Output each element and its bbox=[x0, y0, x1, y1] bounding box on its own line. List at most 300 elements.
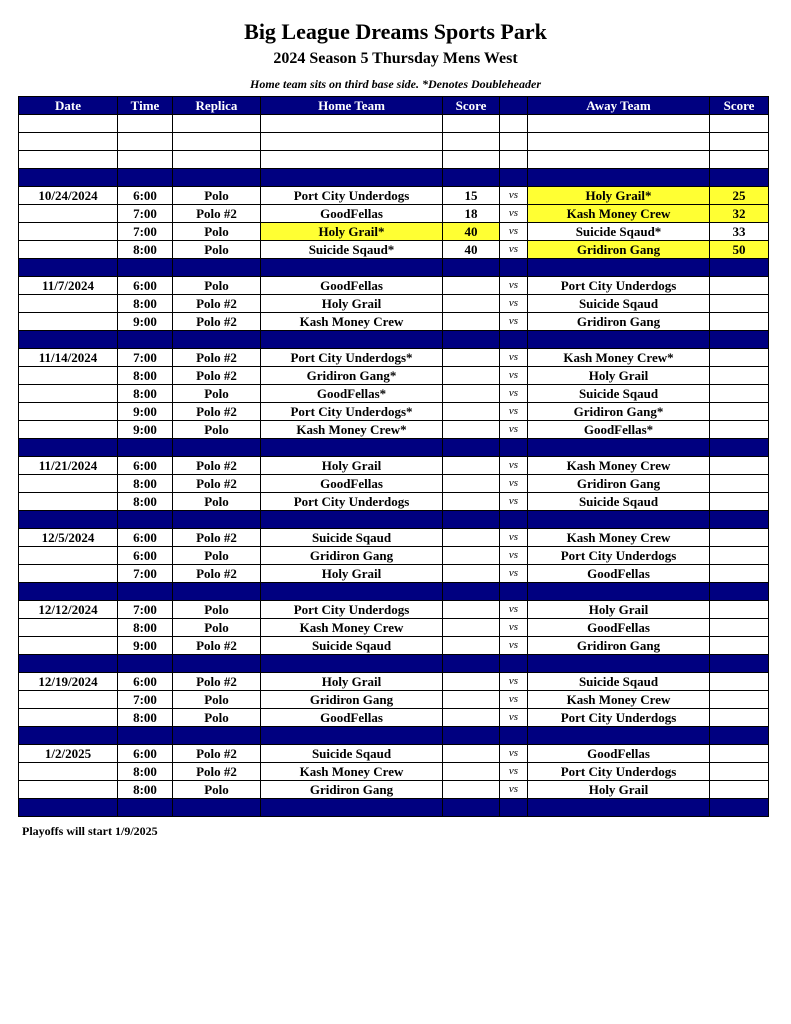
home-score-cell bbox=[443, 529, 500, 547]
away-team-cell: Suicide Sqaud bbox=[528, 385, 710, 403]
vs-cell: vs bbox=[500, 295, 528, 313]
away-team-cell: Port City Underdogs bbox=[528, 763, 710, 781]
away-team-cell: Holy Grail bbox=[528, 601, 710, 619]
replica-cell: Polo bbox=[173, 709, 261, 727]
empty-cell bbox=[500, 727, 528, 745]
away-score-cell bbox=[710, 565, 769, 583]
home-score-cell bbox=[443, 601, 500, 619]
date-cell bbox=[19, 691, 118, 709]
vs-cell: vs bbox=[500, 313, 528, 331]
empty-cell bbox=[173, 259, 261, 277]
replica-cell: Polo #2 bbox=[173, 367, 261, 385]
away-team-cell: Holy Grail bbox=[528, 367, 710, 385]
schedule-table bbox=[18, 96, 769, 817]
empty-cell bbox=[710, 727, 769, 745]
blank-row bbox=[19, 133, 769, 151]
game-row bbox=[19, 619, 769, 637]
replica-cell: Polo bbox=[173, 223, 261, 241]
empty-cell bbox=[19, 259, 118, 277]
game-row bbox=[19, 601, 769, 619]
away-team-cell: Holy Grail bbox=[528, 781, 710, 799]
empty-cell bbox=[443, 151, 500, 169]
time-cell: 8:00 bbox=[118, 781, 173, 799]
vs-cell: vs bbox=[500, 565, 528, 583]
empty-cell bbox=[710, 259, 769, 277]
empty-cell bbox=[443, 727, 500, 745]
home-score-cell bbox=[443, 475, 500, 493]
time-cell: 8:00 bbox=[118, 367, 173, 385]
empty-cell bbox=[173, 151, 261, 169]
vs-cell: vs bbox=[500, 781, 528, 799]
time-cell: 7:00 bbox=[118, 601, 173, 619]
empty-cell bbox=[528, 583, 710, 601]
home-score-cell bbox=[443, 457, 500, 475]
home-score-cell bbox=[443, 403, 500, 421]
empty-cell bbox=[118, 511, 173, 529]
home-team-cell: Holy Grail* bbox=[261, 223, 443, 241]
game-row bbox=[19, 277, 769, 295]
vs-cell: vs bbox=[500, 241, 528, 259]
vs-cell: vs bbox=[500, 691, 528, 709]
empty-cell bbox=[118, 151, 173, 169]
empty-cell bbox=[443, 115, 500, 133]
time-cell: 7:00 bbox=[118, 205, 173, 223]
away-score-cell bbox=[710, 691, 769, 709]
game-row bbox=[19, 745, 769, 763]
vs-cell: vs bbox=[500, 367, 528, 385]
game-row bbox=[19, 349, 769, 367]
time-cell: 8:00 bbox=[118, 493, 173, 511]
week-separator bbox=[19, 655, 769, 673]
vs-cell: vs bbox=[500, 673, 528, 691]
empty-cell bbox=[261, 259, 443, 277]
empty-cell bbox=[528, 439, 710, 457]
page-subtitle: 2024 Season 5 Thursday Mens West bbox=[273, 50, 518, 67]
replica-cell: Polo bbox=[173, 421, 261, 439]
vs-cell: vs bbox=[500, 637, 528, 655]
empty-cell bbox=[710, 799, 769, 817]
home-score-cell bbox=[443, 547, 500, 565]
game-row bbox=[19, 763, 769, 781]
time-cell: 7:00 bbox=[118, 691, 173, 709]
time-cell: 9:00 bbox=[118, 421, 173, 439]
date-cell bbox=[19, 223, 118, 241]
away-team-cell: GoodFellas bbox=[528, 745, 710, 763]
away-score-cell bbox=[710, 529, 769, 547]
empty-cell bbox=[19, 169, 118, 187]
vs-cell: vs bbox=[500, 745, 528, 763]
col-header-away-score: Score bbox=[710, 97, 769, 115]
empty-cell bbox=[528, 511, 710, 529]
replica-cell: Polo #2 bbox=[173, 457, 261, 475]
game-row bbox=[19, 205, 769, 223]
vs-cell: vs bbox=[500, 205, 528, 223]
vs-cell: vs bbox=[500, 187, 528, 205]
empty-cell bbox=[19, 133, 118, 151]
away-score-cell: 33 bbox=[710, 223, 769, 241]
home-team-cell: Suicide Sqaud bbox=[261, 529, 443, 547]
away-team-cell: Gridiron Gang bbox=[528, 637, 710, 655]
date-cell bbox=[19, 493, 118, 511]
away-score-cell bbox=[710, 457, 769, 475]
replica-cell: Polo #2 bbox=[173, 205, 261, 223]
time-cell: 9:00 bbox=[118, 313, 173, 331]
replica-cell: Polo bbox=[173, 241, 261, 259]
empty-cell bbox=[19, 583, 118, 601]
home-team-cell: GoodFellas bbox=[261, 277, 443, 295]
away-score-cell bbox=[710, 295, 769, 313]
empty-cell bbox=[443, 511, 500, 529]
away-team-cell: Kash Money Crew bbox=[528, 205, 710, 223]
time-cell: 7:00 bbox=[118, 223, 173, 241]
home-score-cell bbox=[443, 709, 500, 727]
time-cell: 6:00 bbox=[118, 457, 173, 475]
time-cell: 9:00 bbox=[118, 637, 173, 655]
home-score-cell bbox=[443, 763, 500, 781]
away-team-cell: Port City Underdogs bbox=[528, 709, 710, 727]
date-cell: 12/5/2024 bbox=[19, 529, 118, 547]
away-team-cell: Kash Money Crew* bbox=[528, 349, 710, 367]
replica-cell: Polo #2 bbox=[173, 475, 261, 493]
empty-cell bbox=[443, 133, 500, 151]
empty-cell bbox=[710, 151, 769, 169]
home-score-cell bbox=[443, 673, 500, 691]
replica-cell: Polo bbox=[173, 601, 261, 619]
empty-cell bbox=[500, 115, 528, 133]
date-cell: 12/19/2024 bbox=[19, 673, 118, 691]
empty-cell bbox=[443, 169, 500, 187]
time-cell: 6:00 bbox=[118, 529, 173, 547]
week-separator bbox=[19, 259, 769, 277]
week-separator bbox=[19, 799, 769, 817]
away-team-cell: Kash Money Crew bbox=[528, 457, 710, 475]
empty-cell bbox=[19, 799, 118, 817]
away-score-cell bbox=[710, 493, 769, 511]
page-title: Big League Dreams Sports Park bbox=[244, 19, 547, 44]
date-cell: 11/7/2024 bbox=[19, 277, 118, 295]
empty-cell bbox=[528, 727, 710, 745]
date-cell: 1/2/2025 bbox=[19, 745, 118, 763]
date-cell bbox=[19, 421, 118, 439]
date-cell bbox=[19, 385, 118, 403]
time-cell: 8:00 bbox=[118, 295, 173, 313]
empty-cell bbox=[710, 169, 769, 187]
game-row bbox=[19, 547, 769, 565]
empty-cell bbox=[500, 583, 528, 601]
vs-cell: vs bbox=[500, 493, 528, 511]
home-score-cell: 40 bbox=[443, 241, 500, 259]
away-score-cell bbox=[710, 673, 769, 691]
empty-cell bbox=[261, 115, 443, 133]
empty-cell bbox=[173, 655, 261, 673]
empty-cell bbox=[261, 439, 443, 457]
home-team-cell: Gridiron Gang bbox=[261, 547, 443, 565]
away-team-cell: GoodFellas bbox=[528, 565, 710, 583]
empty-cell bbox=[528, 655, 710, 673]
playoffs-note: Playoffs will start 1/9/2025 bbox=[22, 824, 158, 838]
vs-cell: vs bbox=[500, 601, 528, 619]
empty-cell bbox=[118, 799, 173, 817]
away-score-cell bbox=[710, 313, 769, 331]
empty-cell bbox=[261, 151, 443, 169]
col-header-time: Time bbox=[118, 97, 173, 115]
home-team-cell: GoodFellas bbox=[261, 475, 443, 493]
home-score-cell bbox=[443, 691, 500, 709]
vs-cell: vs bbox=[500, 223, 528, 241]
time-cell: 8:00 bbox=[118, 619, 173, 637]
empty-cell bbox=[528, 133, 710, 151]
home-score-cell bbox=[443, 421, 500, 439]
home-score-cell bbox=[443, 565, 500, 583]
vs-cell: vs bbox=[500, 457, 528, 475]
away-score-cell: 25 bbox=[710, 187, 769, 205]
time-cell: 6:00 bbox=[118, 745, 173, 763]
empty-cell bbox=[118, 259, 173, 277]
away-score-cell: 50 bbox=[710, 241, 769, 259]
empty-cell bbox=[528, 169, 710, 187]
away-score-cell: 32 bbox=[710, 205, 769, 223]
replica-cell: Polo #2 bbox=[173, 637, 261, 655]
replica-cell: Polo bbox=[173, 385, 261, 403]
game-row bbox=[19, 187, 769, 205]
home-score-cell bbox=[443, 295, 500, 313]
empty-cell bbox=[500, 151, 528, 169]
away-team-cell: Suicide Sqaud* bbox=[528, 223, 710, 241]
empty-cell bbox=[710, 511, 769, 529]
home-score-cell bbox=[443, 745, 500, 763]
away-team-cell: GoodFellas* bbox=[528, 421, 710, 439]
week-separator bbox=[19, 583, 769, 601]
empty-cell bbox=[710, 439, 769, 457]
game-row bbox=[19, 457, 769, 475]
empty-cell bbox=[528, 259, 710, 277]
week-separator bbox=[19, 331, 769, 349]
empty-cell bbox=[173, 727, 261, 745]
game-row bbox=[19, 673, 769, 691]
replica-cell: Polo #2 bbox=[173, 313, 261, 331]
vs-cell: vs bbox=[500, 547, 528, 565]
game-row bbox=[19, 403, 769, 421]
away-score-cell bbox=[710, 421, 769, 439]
game-row bbox=[19, 295, 769, 313]
empty-cell bbox=[118, 655, 173, 673]
empty-cell bbox=[261, 511, 443, 529]
header-row bbox=[19, 97, 769, 115]
empty-cell bbox=[261, 169, 443, 187]
home-team-cell: Kash Money Crew* bbox=[261, 421, 443, 439]
empty-cell bbox=[528, 799, 710, 817]
replica-cell: Polo bbox=[173, 277, 261, 295]
vs-cell: vs bbox=[500, 277, 528, 295]
game-row bbox=[19, 565, 769, 583]
date-cell bbox=[19, 565, 118, 583]
empty-cell bbox=[261, 583, 443, 601]
empty-cell bbox=[500, 655, 528, 673]
replica-cell: Polo #2 bbox=[173, 295, 261, 313]
empty-cell bbox=[710, 115, 769, 133]
date-cell bbox=[19, 241, 118, 259]
empty-cell bbox=[443, 655, 500, 673]
away-score-cell bbox=[710, 547, 769, 565]
replica-cell: Polo bbox=[173, 781, 261, 799]
home-team-cell: Suicide Sqaud* bbox=[261, 241, 443, 259]
game-row bbox=[19, 475, 769, 493]
col-header-date: Date bbox=[19, 97, 118, 115]
away-score-cell bbox=[710, 709, 769, 727]
empty-cell bbox=[500, 133, 528, 151]
empty-cell bbox=[261, 133, 443, 151]
replica-cell: Polo bbox=[173, 187, 261, 205]
replica-cell: Polo bbox=[173, 493, 261, 511]
empty-cell bbox=[443, 799, 500, 817]
empty-cell bbox=[443, 583, 500, 601]
home-score-cell bbox=[443, 781, 500, 799]
vs-cell: vs bbox=[500, 421, 528, 439]
home-score-cell: 15 bbox=[443, 187, 500, 205]
home-team-cell: GoodFellas* bbox=[261, 385, 443, 403]
empty-cell bbox=[500, 331, 528, 349]
away-score-cell bbox=[710, 385, 769, 403]
empty-cell bbox=[118, 331, 173, 349]
time-cell: 7:00 bbox=[118, 349, 173, 367]
empty-cell bbox=[118, 439, 173, 457]
away-score-cell bbox=[710, 763, 769, 781]
empty-cell bbox=[19, 727, 118, 745]
empty-cell bbox=[173, 133, 261, 151]
home-score-cell bbox=[443, 349, 500, 367]
home-team-cell: Suicide Sqaud bbox=[261, 637, 443, 655]
home-team-cell: Kash Money Crew bbox=[261, 313, 443, 331]
away-team-cell: Gridiron Gang bbox=[528, 313, 710, 331]
home-team-cell: Holy Grail bbox=[261, 295, 443, 313]
date-cell: 10/24/2024 bbox=[19, 187, 118, 205]
home-team-cell: Kash Money Crew bbox=[261, 763, 443, 781]
home-score-cell bbox=[443, 637, 500, 655]
date-cell bbox=[19, 619, 118, 637]
empty-cell bbox=[173, 799, 261, 817]
empty-cell bbox=[710, 655, 769, 673]
game-row bbox=[19, 223, 769, 241]
week-separator bbox=[19, 439, 769, 457]
empty-cell bbox=[710, 133, 769, 151]
vs-cell: vs bbox=[500, 349, 528, 367]
home-score-cell bbox=[443, 313, 500, 331]
away-team-cell: Suicide Sqaud bbox=[528, 295, 710, 313]
replica-cell: Polo #2 bbox=[173, 403, 261, 421]
date-cell bbox=[19, 295, 118, 313]
date-cell bbox=[19, 763, 118, 781]
date-cell bbox=[19, 781, 118, 799]
home-team-cell: Holy Grail bbox=[261, 565, 443, 583]
away-score-cell bbox=[710, 277, 769, 295]
date-cell bbox=[19, 475, 118, 493]
game-row bbox=[19, 241, 769, 259]
schedule-note: Home team sits on third base side. *Denotes Doubleheader bbox=[250, 77, 541, 91]
date-cell bbox=[19, 205, 118, 223]
away-score-cell bbox=[710, 349, 769, 367]
empty-cell bbox=[173, 115, 261, 133]
vs-cell: vs bbox=[500, 709, 528, 727]
away-score-cell bbox=[710, 781, 769, 799]
replica-cell: Polo bbox=[173, 691, 261, 709]
col-header-replica: Replica bbox=[173, 97, 261, 115]
time-cell: 6:00 bbox=[118, 547, 173, 565]
schedule-body bbox=[19, 115, 769, 817]
empty-cell bbox=[19, 511, 118, 529]
replica-cell: Polo #2 bbox=[173, 763, 261, 781]
away-team-cell: Kash Money Crew bbox=[528, 529, 710, 547]
away-team-cell: GoodFellas bbox=[528, 619, 710, 637]
game-row bbox=[19, 529, 769, 547]
empty-cell bbox=[173, 169, 261, 187]
time-cell: 7:00 bbox=[118, 565, 173, 583]
game-row bbox=[19, 367, 769, 385]
date-cell: 12/12/2024 bbox=[19, 601, 118, 619]
game-row bbox=[19, 421, 769, 439]
game-row bbox=[19, 637, 769, 655]
empty-cell bbox=[261, 655, 443, 673]
away-score-cell bbox=[710, 367, 769, 385]
week-separator bbox=[19, 727, 769, 745]
away-score-cell bbox=[710, 601, 769, 619]
empty-cell bbox=[118, 727, 173, 745]
vs-cell: vs bbox=[500, 403, 528, 421]
date-cell bbox=[19, 367, 118, 385]
empty-cell bbox=[19, 655, 118, 673]
empty-cell bbox=[173, 511, 261, 529]
empty-cell bbox=[528, 115, 710, 133]
time-cell: 8:00 bbox=[118, 241, 173, 259]
empty-cell bbox=[443, 439, 500, 457]
replica-cell: Polo #2 bbox=[173, 529, 261, 547]
empty-cell bbox=[500, 511, 528, 529]
away-score-cell bbox=[710, 475, 769, 493]
empty-cell bbox=[19, 439, 118, 457]
vs-cell: vs bbox=[500, 475, 528, 493]
date-cell bbox=[19, 313, 118, 331]
vs-cell: vs bbox=[500, 529, 528, 547]
date-cell bbox=[19, 547, 118, 565]
blank-row bbox=[19, 151, 769, 169]
home-score-cell: 18 bbox=[443, 205, 500, 223]
away-score-cell bbox=[710, 403, 769, 421]
time-cell: 6:00 bbox=[118, 187, 173, 205]
week-separator bbox=[19, 511, 769, 529]
replica-cell: Polo #2 bbox=[173, 673, 261, 691]
empty-cell bbox=[261, 331, 443, 349]
empty-cell bbox=[261, 799, 443, 817]
home-team-cell: GoodFellas bbox=[261, 709, 443, 727]
date-cell bbox=[19, 403, 118, 421]
empty-cell bbox=[500, 259, 528, 277]
col-header-home-score: Score bbox=[443, 97, 500, 115]
empty-cell bbox=[710, 331, 769, 349]
away-team-cell: Holy Grail* bbox=[528, 187, 710, 205]
away-team-cell: Gridiron Gang bbox=[528, 475, 710, 493]
empty-cell bbox=[500, 799, 528, 817]
col-header-home-team: Home Team bbox=[261, 97, 443, 115]
home-team-cell: Suicide Sqaud bbox=[261, 745, 443, 763]
empty-cell bbox=[528, 151, 710, 169]
home-team-cell: GoodFellas bbox=[261, 205, 443, 223]
empty-cell bbox=[173, 331, 261, 349]
away-score-cell bbox=[710, 619, 769, 637]
home-team-cell: Port City Underdogs bbox=[261, 493, 443, 511]
home-score-cell bbox=[443, 493, 500, 511]
home-team-cell: Port City Underdogs bbox=[261, 187, 443, 205]
empty-cell bbox=[500, 169, 528, 187]
empty-cell bbox=[528, 331, 710, 349]
